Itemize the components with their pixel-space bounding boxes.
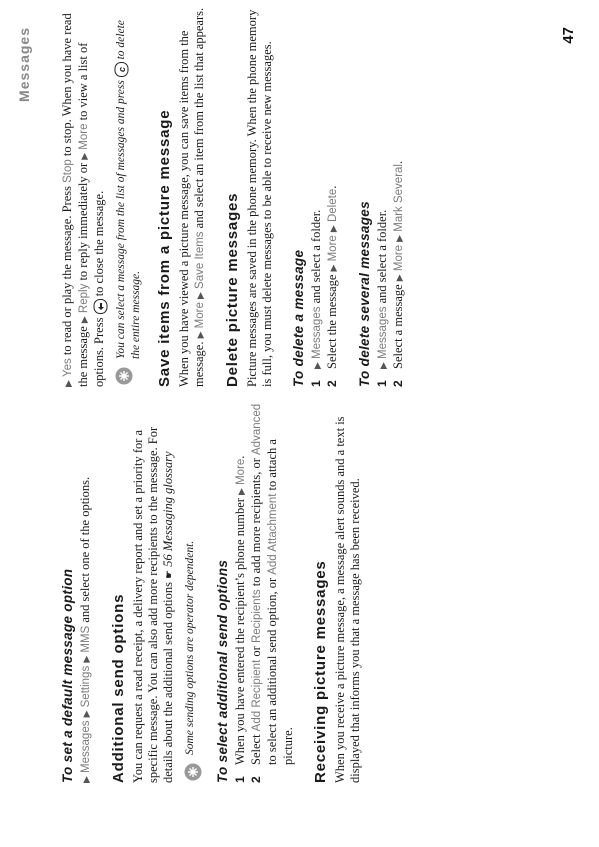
arrow-icon: ▶ xyxy=(79,152,89,160)
step-text xyxy=(375,210,391,369)
save-items-title: Save items from a picture message xyxy=(155,109,173,387)
default-option-rest: and select one of the options. xyxy=(78,476,92,623)
step-item xyxy=(233,403,249,783)
step-number: 2 xyxy=(390,380,405,387)
arrow-icon: ▶ xyxy=(393,234,404,242)
tip-operator-text: Some sending options are operator dependent. xyxy=(184,540,196,755)
menu-mms: MMS xyxy=(80,625,92,653)
step-number: 1 xyxy=(308,380,323,387)
receiving-text: When you receive a picture message, a message alert sounds and a text is displayed that informs you that a message has been received. xyxy=(333,416,362,783)
menu-more: More xyxy=(235,458,247,485)
select-additional-title: To select additional send options xyxy=(215,559,230,783)
additional-title: Additional send options xyxy=(110,593,127,783)
arrow-icon: ▶ xyxy=(79,316,89,324)
step-text xyxy=(391,161,407,369)
step-item xyxy=(309,7,325,387)
menu-add-recipient: Add Recipient xyxy=(251,659,263,732)
step-number: 2 xyxy=(324,380,339,387)
menu-messages: Messages xyxy=(80,720,92,773)
left-column xyxy=(60,403,379,783)
pointer-icon: ☛ xyxy=(164,569,175,579)
step-text-a: Select a message xyxy=(390,284,405,369)
menu-recipients: Recipients xyxy=(251,589,263,644)
delete-one-title: To delete a message xyxy=(290,249,306,387)
select-additional-section xyxy=(215,403,296,783)
step-text-a: Select the message xyxy=(324,274,339,369)
delete-several-section xyxy=(357,7,407,387)
menu-delete: Delete xyxy=(326,188,339,223)
delete-pics-title: Delete picture messages xyxy=(223,192,241,387)
arrow-icon: ▶ xyxy=(327,225,338,233)
menu-mark-several: Mark Several xyxy=(392,164,405,232)
tip-delete xyxy=(114,7,144,387)
step-number: 2 xyxy=(249,776,263,783)
page-number: 47 xyxy=(560,27,577,44)
additional-section xyxy=(110,403,177,783)
step-number: 1 xyxy=(233,776,247,783)
step-text xyxy=(233,456,249,765)
menu-more: More xyxy=(326,235,339,262)
step-item xyxy=(325,7,341,387)
default-option-text xyxy=(78,403,94,783)
step-end: . xyxy=(324,185,339,189)
default-option-section xyxy=(60,403,94,783)
arrow-icon: ▶ xyxy=(393,274,404,282)
menu-stop: Stop xyxy=(62,159,74,183)
delete-pics-text: Picture messages are saved in the phone memory. When the phone memory is full, you must delete messages to be able to receive new messages. xyxy=(244,9,274,387)
delete-one-section xyxy=(291,7,341,387)
step-text-a: Select xyxy=(249,734,263,765)
menu-more: More xyxy=(78,123,90,150)
save-items-text xyxy=(177,7,208,387)
intro-e: to close the message. xyxy=(92,190,106,297)
menu-add-attachment: Add Attachment xyxy=(267,493,279,575)
menu-yes: Yes xyxy=(62,358,74,377)
delete-pics-section xyxy=(224,7,275,387)
section-header: Messages xyxy=(16,27,32,102)
tip-delete-a: You can select a message from the list of messages and press xyxy=(114,80,127,359)
arrow-icon: ▶ xyxy=(81,655,91,663)
intro-text xyxy=(60,7,108,387)
back-key-icon xyxy=(93,299,108,314)
step-end: . xyxy=(233,455,247,459)
arrow-icon: ▶ xyxy=(236,488,246,495)
step-text xyxy=(249,403,296,765)
arrow-icon: ▶ xyxy=(194,331,205,339)
save-items-section xyxy=(156,7,208,387)
intro-d: to view a list of options. Press xyxy=(76,42,106,387)
menu-more: More xyxy=(392,244,405,272)
step-text-d: to select an additional send option, or xyxy=(265,577,279,765)
step-text-c: to add more recipients, or xyxy=(249,458,263,587)
menu-reply: Reply xyxy=(78,283,90,314)
right-column xyxy=(60,7,423,387)
additional-text xyxy=(131,403,177,783)
receiving-title: Receiving picture messages xyxy=(312,560,329,783)
additional-para-a: You can request a read receipt, a delivery report and set a priority for a specific message. You can also add more recipients to the message. For details about the additional send options xyxy=(131,426,175,783)
arrow-icon: ▶ xyxy=(63,380,73,387)
c-key-icon xyxy=(114,62,129,77)
arrow-icon: ▶ xyxy=(377,362,388,369)
step-text-a: When you have entered the recipient’s phone number xyxy=(233,498,247,765)
arrow-icon: ▶ xyxy=(311,362,322,369)
arrow-icon: ▶ xyxy=(81,776,91,783)
step-end: . xyxy=(390,160,405,165)
save-items-a: When you have viewed a picture message, you can save items from the message. xyxy=(176,30,206,387)
save-items-b: and select an item from the list that appears. xyxy=(191,7,206,229)
step-item xyxy=(249,403,296,783)
delete-several-title: To delete several messages xyxy=(356,201,372,387)
tip-operator xyxy=(183,403,203,783)
intro-a: to read or play the message. Press xyxy=(60,186,74,356)
arrow-icon: ▶ xyxy=(327,264,338,272)
glossary-reference: 56 Messaging glossary xyxy=(161,451,175,567)
step-item xyxy=(391,7,407,387)
receiving-section xyxy=(312,403,363,783)
intro-c: to reply immediately or xyxy=(76,162,90,281)
step-text-b: and select a folder. xyxy=(374,209,389,304)
step-text-b: or xyxy=(249,646,263,657)
step-item xyxy=(375,7,391,387)
arrow-icon: ▶ xyxy=(81,710,91,718)
menu-messages: Messages xyxy=(310,306,323,359)
default-option-title: To set a default message option xyxy=(60,568,75,783)
menu-more: More xyxy=(193,302,206,329)
step-text xyxy=(309,210,325,369)
menu-messages: Messages xyxy=(376,306,389,359)
step-text-b: and select a folder. xyxy=(308,209,323,304)
step-text xyxy=(325,186,341,369)
step-text-e: to attach a picture. xyxy=(265,439,295,765)
tip-icon xyxy=(114,365,134,387)
menu-settings: Settings xyxy=(80,665,92,708)
step-number: 1 xyxy=(374,380,389,387)
arrow-icon: ▶ xyxy=(194,292,205,300)
menu-advanced: Advanced xyxy=(251,403,263,455)
tip-icon xyxy=(183,761,203,783)
tip-delete-text xyxy=(114,7,144,359)
svg-text:c: c xyxy=(116,67,127,73)
tip-delete-b: to delete the entire message. xyxy=(114,20,142,359)
menu-save-items: Save Items xyxy=(193,231,206,289)
intro-section xyxy=(60,7,108,387)
intro-b: to stop. When you have read the message xyxy=(60,13,90,387)
